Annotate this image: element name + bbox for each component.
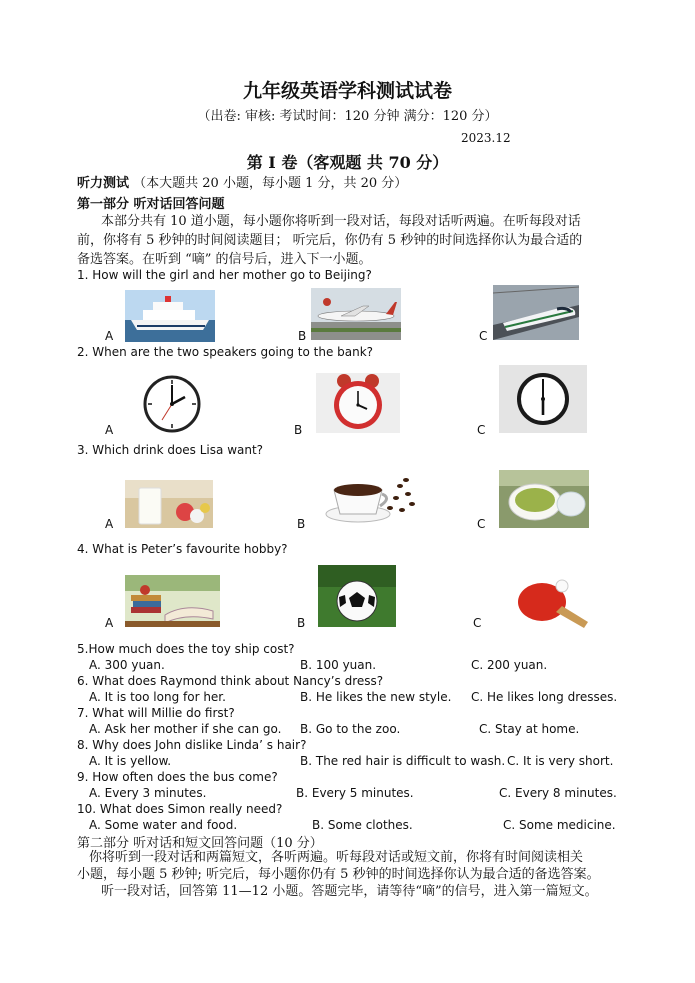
option-c: C. Every 8 minutes. xyxy=(499,786,617,800)
option-a: A. It is yellow. xyxy=(89,754,172,768)
option-b: B. 100 yuan. xyxy=(300,658,377,672)
question-9: 9. How often does the bus come? xyxy=(77,770,278,784)
part1-instruction-line: 备选答案。在听到 “嘀” 的信号后，进入下一小题。 xyxy=(77,252,372,267)
question-1: 1. How will the girl and her mother go to Beijing? xyxy=(77,268,372,282)
ship-image xyxy=(125,290,215,342)
option-letter: B xyxy=(298,329,307,343)
listening-header xyxy=(77,172,407,191)
option-letter: A xyxy=(105,517,114,531)
part2-line: 听一段对话，回答第 11—12 小题。答题完毕，请等待“嘀”的信号，进入第一篇短文。 xyxy=(101,884,598,899)
ping-pong-image xyxy=(510,578,592,632)
question-6: 6. What does Raymond think about Nancy’s dress? xyxy=(77,674,384,688)
option-letter: A xyxy=(105,616,114,630)
question-7: 7. What will Millie do first? xyxy=(77,706,235,720)
airplane-image xyxy=(311,288,401,340)
option-c: C. 200 yuan. xyxy=(471,658,548,672)
option-letter: A xyxy=(105,423,114,437)
part2-line: 小题，每小题 5 秒钟; 听完后，每小题你仍有 5 秒钟的时间选择你认为最合适的备选答案。 xyxy=(77,867,600,882)
option-letter: C xyxy=(479,329,488,343)
option-c: C. He likes long dresses. xyxy=(471,690,618,704)
tea-image xyxy=(499,470,589,528)
option-letter: B xyxy=(294,423,303,437)
option-letter: C xyxy=(477,517,486,531)
exam-subtitle: （出卷: 审核: 考试时间：120 分钟 满分：120 分） xyxy=(197,109,498,124)
option-c: C. It is very short. xyxy=(507,754,614,768)
option-c: C. Some medicine. xyxy=(503,818,616,832)
question-3: 3. Which drink does Lisa want? xyxy=(77,443,264,457)
alarm-clock-image xyxy=(316,373,400,433)
exam-date: 2023.12 xyxy=(461,131,511,145)
coffee-image xyxy=(316,468,420,528)
option-letter: A xyxy=(105,329,114,343)
option-a: A. 300 yuan. xyxy=(89,658,165,672)
part2-title: 第二部分 听对话和短文回答问题（10 分） xyxy=(77,836,323,851)
option-b: B. The red hair is difficult to wash. xyxy=(300,754,506,768)
option-b: B. Every 5 minutes. xyxy=(296,786,414,800)
question-2: 2. When are the two speakers going to the bank? xyxy=(77,345,374,359)
option-b: B. He likes the new style. xyxy=(300,690,452,704)
question-5: 5.How much does the toy ship cost? xyxy=(77,642,295,656)
option-a: A. Every 3 minutes. xyxy=(89,786,207,800)
option-a: A. Ask her mother if she can go. xyxy=(89,722,282,736)
exam-title: 九年级英语学科测试试卷 xyxy=(242,80,452,102)
listening-title: 听力测试 xyxy=(77,176,130,191)
question-8: 8. Why does John dislike Linda’ s hair? xyxy=(77,738,307,752)
books-image xyxy=(125,575,220,627)
part1-instruction-line: 前，你将有 5 秒钟的时间阅读题目； 听完后，你仍有 5 秒钟的时间选择你认为最合适的 xyxy=(77,233,583,248)
option-letter: B xyxy=(297,616,306,630)
option-letter: C xyxy=(473,616,482,630)
question-10: 10. What does Simon really need? xyxy=(77,802,283,816)
milk-image xyxy=(125,480,213,528)
option-a: A. It is too long for her. xyxy=(89,690,226,704)
part2-line: 你将听到一段对话和两篇短文，各听两遍。听每段对话或短文前，你将有时间阅读相关 xyxy=(89,850,584,865)
football-image xyxy=(318,565,396,627)
listening-note: （本大题共 20 小题，每小题 1 分，共 20 分） xyxy=(133,176,408,191)
question-4: 4. What is Peter’s favourite hobby? xyxy=(77,542,288,556)
option-a: A. Some water and food. xyxy=(89,818,238,832)
section-heading: 第 I 卷（客观题 共 70 分） xyxy=(246,153,449,172)
train-image xyxy=(493,285,579,340)
option-b: B. Some clothes. xyxy=(312,818,413,832)
option-b: B. Go to the zoo. xyxy=(300,722,401,736)
option-c: C. Stay at home. xyxy=(479,722,580,736)
part1-instruction-line: 本部分共有 10 道小题，每小题你将听到一段对话，每段对话听两遍。在听每段对话 xyxy=(101,214,581,229)
option-letter: C xyxy=(477,423,486,437)
option-letter: B xyxy=(297,517,306,531)
clock-six-image xyxy=(499,365,587,433)
clock-two-image xyxy=(118,374,226,434)
part1-title: 第一部分 听对话回答问题 xyxy=(77,197,225,212)
